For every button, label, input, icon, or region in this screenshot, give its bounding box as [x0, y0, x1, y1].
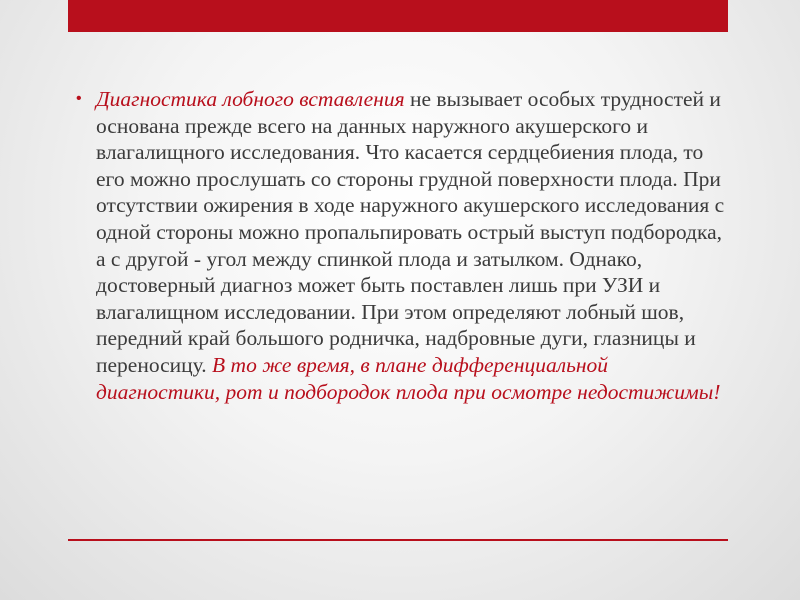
paragraph-lead-emphasis: Диагностика лобного вставления [96, 87, 405, 111]
footer-divider-line [68, 539, 728, 541]
header-accent-bar [68, 0, 728, 32]
paragraph-tail-emphasis: В то же время, в плане дифференциальной диагностики, рот и подбородок плода при осмотре недостижимы! [96, 352, 721, 404]
bullet-dot-icon: • [76, 90, 82, 107]
bullet-paragraph [76, 86, 726, 405]
paragraph-body-text: не вызывает особых трудностей и основана прежде всего на данных наружного акушерского и влагалищного исследования. Что касается сердцебиения плода, то его можно прослушать со стороны грудной поверхности плода. При отсутствии ожирения в ходе наружного акушерского исследования с одной стороны можно пропальпировать острый выступ подбородка, а с другой - угол между спинкой плода и затылком. Однако, достоверный диагноз может быть поставлен лишь при УЗИ и влагалищном исследовании. При этом определяют лобный шов, передний край большого родничка, надбровные дуги, глазницы и переносицу. [96, 87, 725, 377]
slide-content [76, 86, 726, 405]
